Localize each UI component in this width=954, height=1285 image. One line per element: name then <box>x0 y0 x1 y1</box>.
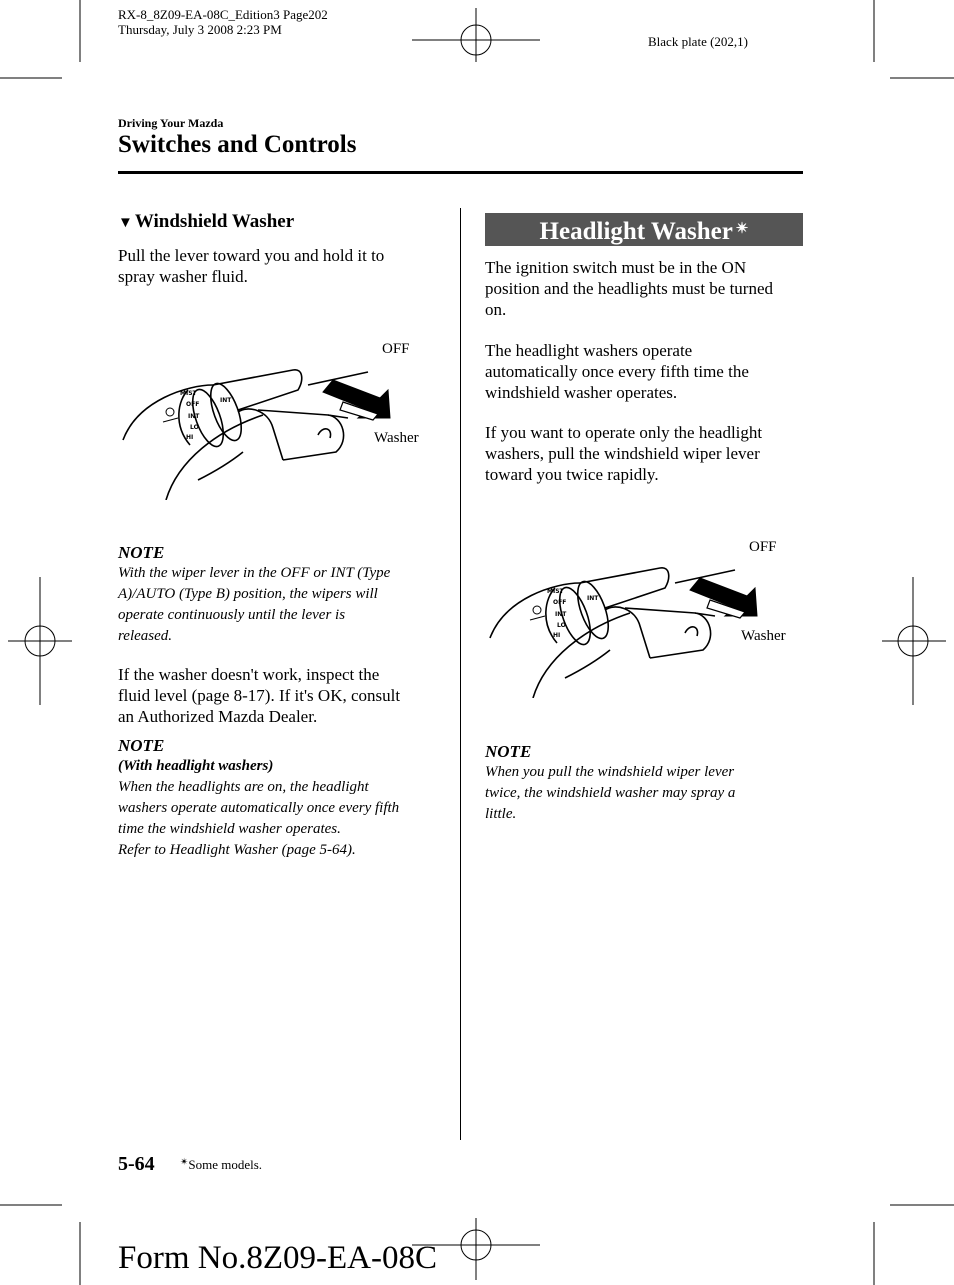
footnote-text: Some models. <box>188 1157 263 1172</box>
paragraph-line: position and the headlights must be turned <box>485 279 774 298</box>
lever-mark-off: OFF <box>186 401 200 408</box>
headlight-washer-banner <box>485 213 803 246</box>
note-heading: NOTE <box>118 543 165 562</box>
column-divider <box>460 208 461 1140</box>
page-title: Switches and Controls <box>118 131 357 158</box>
note-line: A)/AUTO (Type B) position, the wipers will <box>118 586 378 602</box>
windshield-washer-heading <box>118 211 294 233</box>
windshield-washer-heading-text: Windshield Washer <box>134 211 295 232</box>
form-number: Form No.8Z09-EA-08C <box>118 1240 437 1276</box>
lever-mark-lo: LO <box>557 622 566 629</box>
paragraph-line: toward you twice rapidly. <box>485 465 659 484</box>
paragraph-line: If the washer doesn't work, inspect the <box>118 665 380 684</box>
paragraph-line: washers, pull the windshield wiper lever <box>485 444 760 463</box>
headlight-para-1 <box>485 257 805 320</box>
paragraph-line: If you want to operate only the headlight <box>485 423 763 442</box>
note-subheading: (With headlight washers) <box>118 758 274 774</box>
windshield-washer-intro <box>118 245 384 287</box>
paragraph-line: The ignition switch must be in the ON <box>485 258 747 277</box>
note-line: little. <box>485 806 517 822</box>
dial-mark-int: INT <box>220 397 232 404</box>
star-icon: ✴ <box>735 221 749 237</box>
headlight-para-3 <box>485 422 805 485</box>
paragraph-line: automatically once every fifth time the <box>485 362 749 381</box>
lever-mark-mist: MIST <box>180 390 197 397</box>
note-line: time the windshield washer operates. <box>118 821 341 837</box>
note-line: washers operate automatically once every fifth <box>118 800 400 816</box>
headlight-para-2 <box>485 340 805 403</box>
paragraph-line: an Authorized Mazda Dealer. <box>118 707 318 726</box>
intro-line: Pull the lever toward you and hold it to <box>118 246 385 265</box>
washer-troubleshoot-paragraph <box>118 664 448 727</box>
section-label: Driving Your Mazda <box>118 116 224 130</box>
headlight-washer-title: Headlight Washer <box>539 218 733 245</box>
note-line: Refer to Headlight Washer (page 5-64). <box>118 842 356 858</box>
figure-label-washer: Washer <box>741 628 786 644</box>
print-info-line-2: Thursday, July 3 2008 2:23 PM <box>118 22 282 37</box>
black-plate-label: Black plate (202,1) <box>648 34 748 49</box>
figure-label-off: OFF <box>382 341 410 357</box>
figure-label-washer: Washer <box>374 430 419 446</box>
lever-mark-int: INT <box>555 611 567 618</box>
title-rule <box>118 171 803 174</box>
lever-mark-hi: HI <box>553 632 561 639</box>
note-line: released. <box>118 628 173 644</box>
page-number: 5-64 <box>118 1153 155 1175</box>
intro-line: spray washer fluid. <box>118 267 248 286</box>
print-info-line-1: RX-8_8Z09-EA-08C_Edition3 Page202 <box>118 7 328 22</box>
lever-mark-hi: HI <box>186 434 194 441</box>
note-line: When you pull the windshield wiper lever <box>485 764 735 780</box>
paragraph-line: on. <box>485 300 507 319</box>
note-double-pull <box>485 742 805 825</box>
lever-mark-mist: MIST <box>547 588 564 595</box>
lever-mark-off: OFF <box>553 599 567 606</box>
note-headlight-washers <box>118 736 448 861</box>
lever-mark-int: INT <box>188 413 200 420</box>
note-line: twice, the windshield washer may spray a <box>485 785 736 801</box>
footnote <box>180 1157 262 1173</box>
note-line: operate continuously until the lever is <box>118 607 346 623</box>
note-line: When the headlights are on, the headlight <box>118 779 369 795</box>
figure-label-off: OFF <box>749 539 777 555</box>
paragraph-line: windshield washer operates. <box>485 383 678 402</box>
note-heading: NOTE <box>485 742 532 761</box>
paragraph-line: The headlight washers operate <box>485 341 693 360</box>
star-icon: ✴ <box>180 1157 189 1168</box>
note-heading: NOTE <box>118 736 165 755</box>
note-wiper-lever <box>118 543 448 647</box>
note-line: With the wiper lever in the OFF or INT (Type <box>118 565 391 581</box>
print-info <box>118 7 328 37</box>
dial-mark-int: INT <box>587 595 599 602</box>
lever-mark-lo: LO <box>190 424 199 431</box>
paragraph-line: fluid level (page 8-17). If it's OK, consult <box>118 686 401 705</box>
triangle-down-icon: ▼ <box>118 215 133 231</box>
